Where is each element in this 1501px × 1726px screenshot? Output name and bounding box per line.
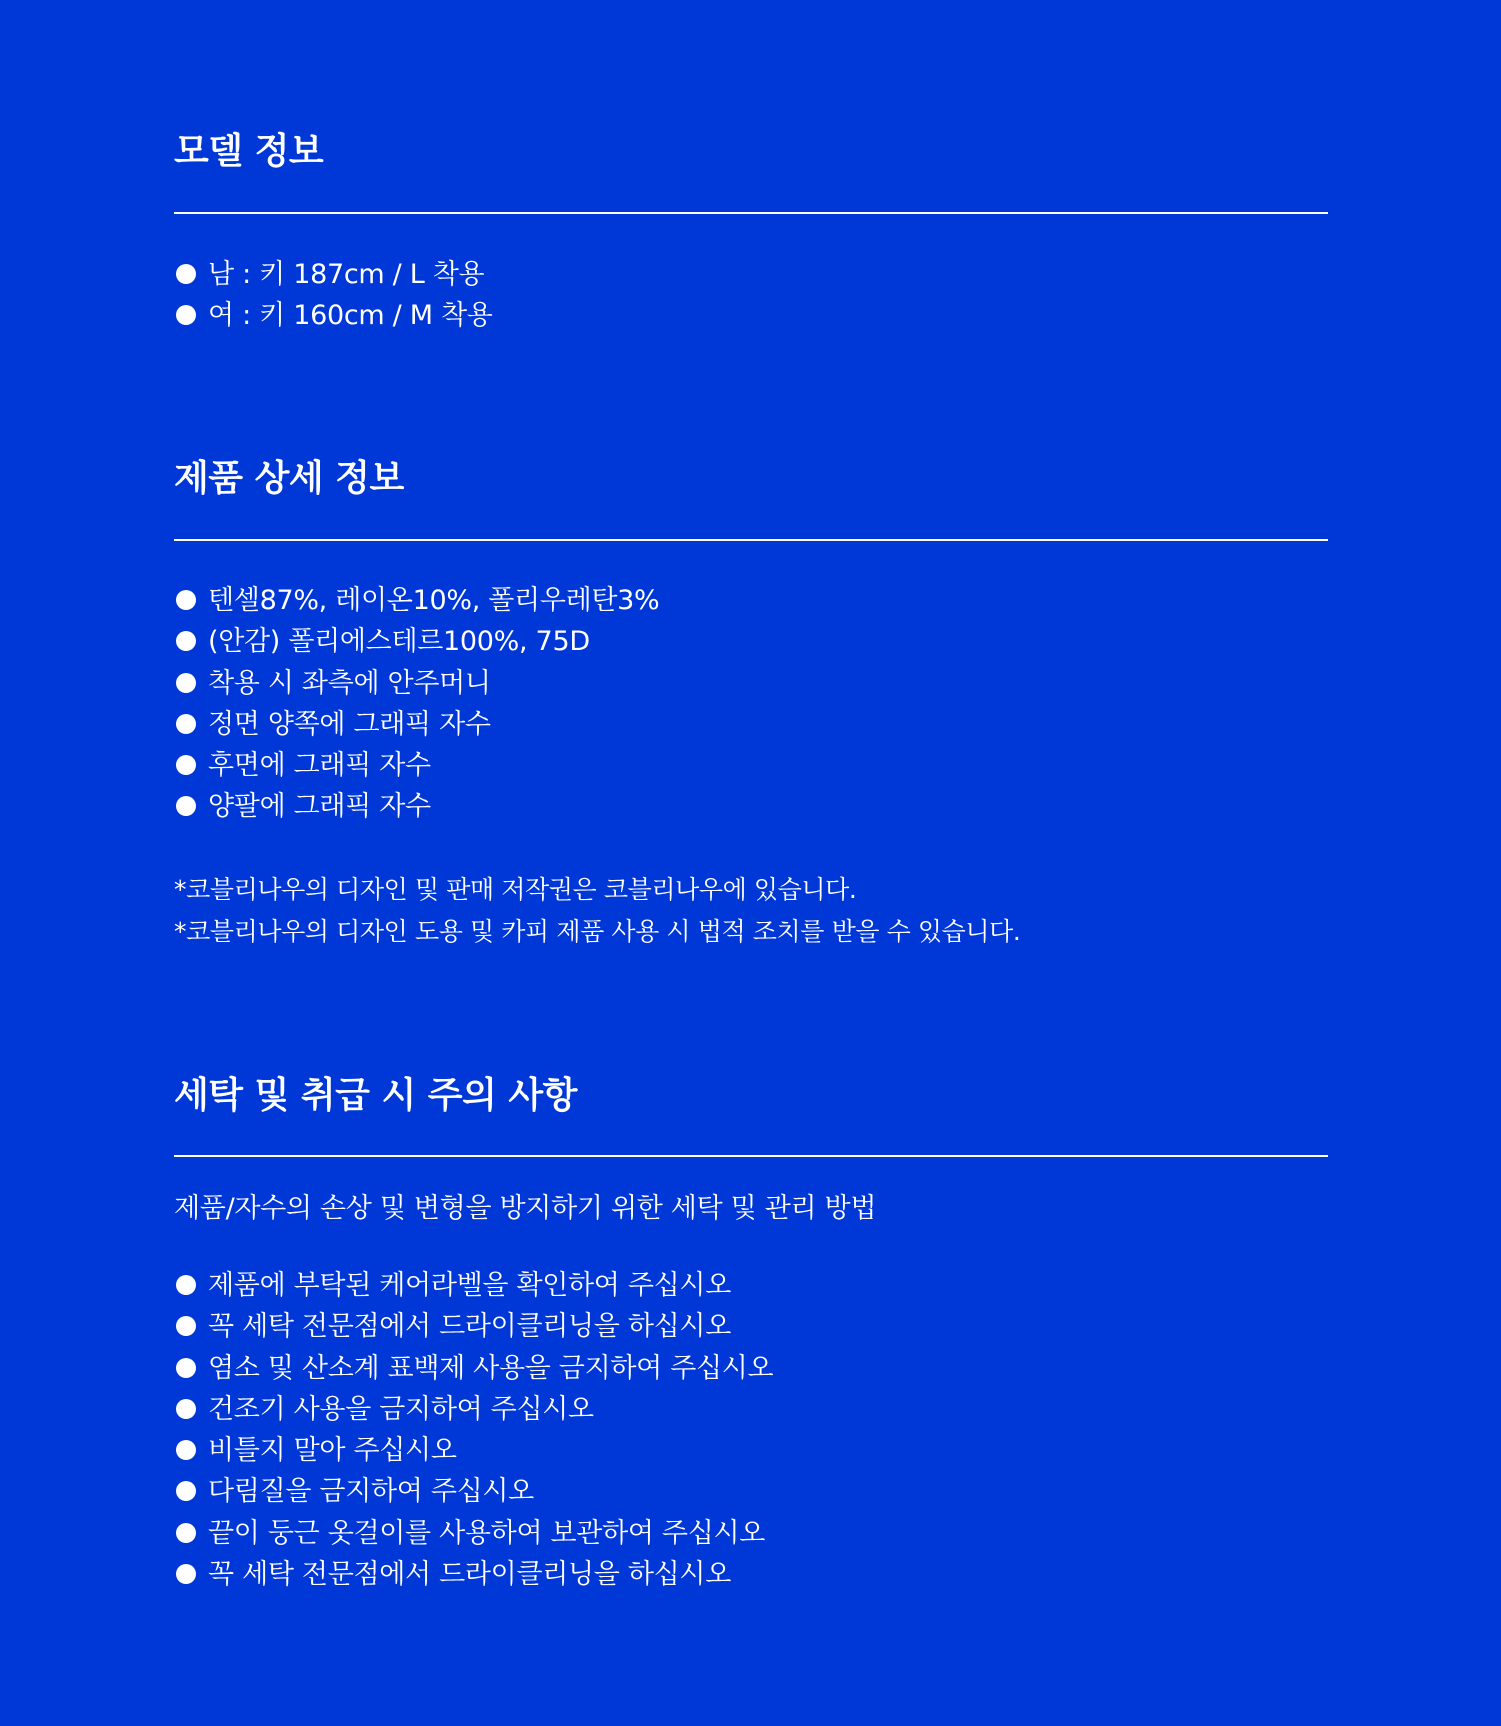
- bullet-icon: [176, 631, 196, 651]
- care-list: [174, 1265, 773, 1595]
- product-details-heading: 제품 상세 정보: [174, 458, 404, 499]
- list-item: [174, 1389, 773, 1430]
- model-info-list: [174, 254, 493, 337]
- bullet-icon: [176, 1564, 196, 1584]
- model-info-item: 여 : 키 160cm / M 착용: [208, 300, 493, 332]
- list-item: [174, 786, 659, 827]
- bullet-icon: [176, 305, 196, 325]
- copyright-note: *코블리나우의 디자인 및 판매 저작권은 코블리나우에 있습니다.: [174, 875, 857, 904]
- list-item: [174, 580, 659, 621]
- care-item: 염소 및 산소계 표백제 사용을 금지하여 주십시오: [208, 1352, 774, 1384]
- product-details-list: [174, 580, 659, 828]
- product-detail-item: 양팔에 그래픽 자수: [208, 791, 431, 823]
- bullet-icon: [176, 590, 196, 610]
- care-item: 꼭 세탁 전문점에서 드라이클리닝을 하십시오: [208, 1559, 731, 1591]
- product-detail-item: 착용 시 좌측에 안주머니: [208, 667, 491, 699]
- care-item: 끝이 둥근 옷걸이를 사용하여 보관하여 주십시오: [208, 1517, 766, 1549]
- bullet-icon: [176, 796, 196, 816]
- bullet-icon: [176, 1399, 196, 1419]
- bullet-icon: [176, 673, 196, 693]
- model-info-divider: [174, 212, 1328, 214]
- list-item: [174, 704, 659, 745]
- bullet-icon: [176, 264, 196, 284]
- list-item: [174, 745, 659, 786]
- model-info-heading: 모델 정보: [174, 131, 324, 172]
- care-divider: [174, 1155, 1328, 1157]
- list-item: [174, 254, 493, 295]
- product-details-divider: [174, 539, 1328, 541]
- care-item: 꼭 세탁 전문점에서 드라이클리닝을 하십시오: [208, 1311, 731, 1343]
- care-item: 비틀지 말아 주십시오: [208, 1435, 457, 1467]
- care-item: 건조기 사용을 금지하여 주십시오: [208, 1393, 594, 1425]
- list-item: [174, 1306, 773, 1347]
- copyright-notes: [174, 869, 1020, 953]
- list-item: [174, 1513, 773, 1554]
- bullet-icon: [176, 1440, 196, 1460]
- product-detail-item: 후면에 그래픽 자수: [208, 750, 431, 782]
- list-item: [174, 1348, 773, 1389]
- care-heading: 세탁 및 취급 시 주의 사항: [174, 1075, 577, 1116]
- bullet-icon: [176, 1358, 196, 1378]
- model-info-item: 남 : 키 187cm / L 착용: [208, 259, 485, 290]
- list-item: [174, 1430, 773, 1471]
- care-item: 제품에 부탁된 케어라벨을 확인하여 주십시오: [208, 1270, 731, 1301]
- bullet-icon: [176, 1523, 196, 1543]
- list-item: [174, 621, 659, 662]
- care-intro: 제품/자수의 손상 및 변형을 방지하기 위한 세탁 및 관리 방법: [174, 1193, 877, 1224]
- list-item: [174, 1554, 773, 1595]
- product-detail-item: 정면 양쪽에 그래픽 자수: [208, 708, 491, 740]
- bullet-icon: [176, 755, 196, 775]
- care-item: 다림질을 금지하여 주십시오: [208, 1476, 534, 1508]
- product-detail-item: (안감) 폴리에스테르100%, 75D: [208, 626, 590, 658]
- list-item: [174, 295, 493, 336]
- bullet-icon: [176, 1275, 196, 1295]
- list-item: [174, 1265, 773, 1306]
- product-detail-item: 텐셀87%, 레이온10%, 폴리우레탄3%: [208, 585, 660, 616]
- list-item: [174, 663, 659, 704]
- bullet-icon: [176, 1316, 196, 1336]
- copyright-note: *코블리나우의 디자인 도용 및 카피 제품 사용 시 법적 조치를 받을 수 있습니다.: [174, 917, 1021, 946]
- bullet-icon: [176, 1481, 196, 1501]
- list-item: [174, 1471, 773, 1512]
- bullet-icon: [176, 714, 196, 734]
